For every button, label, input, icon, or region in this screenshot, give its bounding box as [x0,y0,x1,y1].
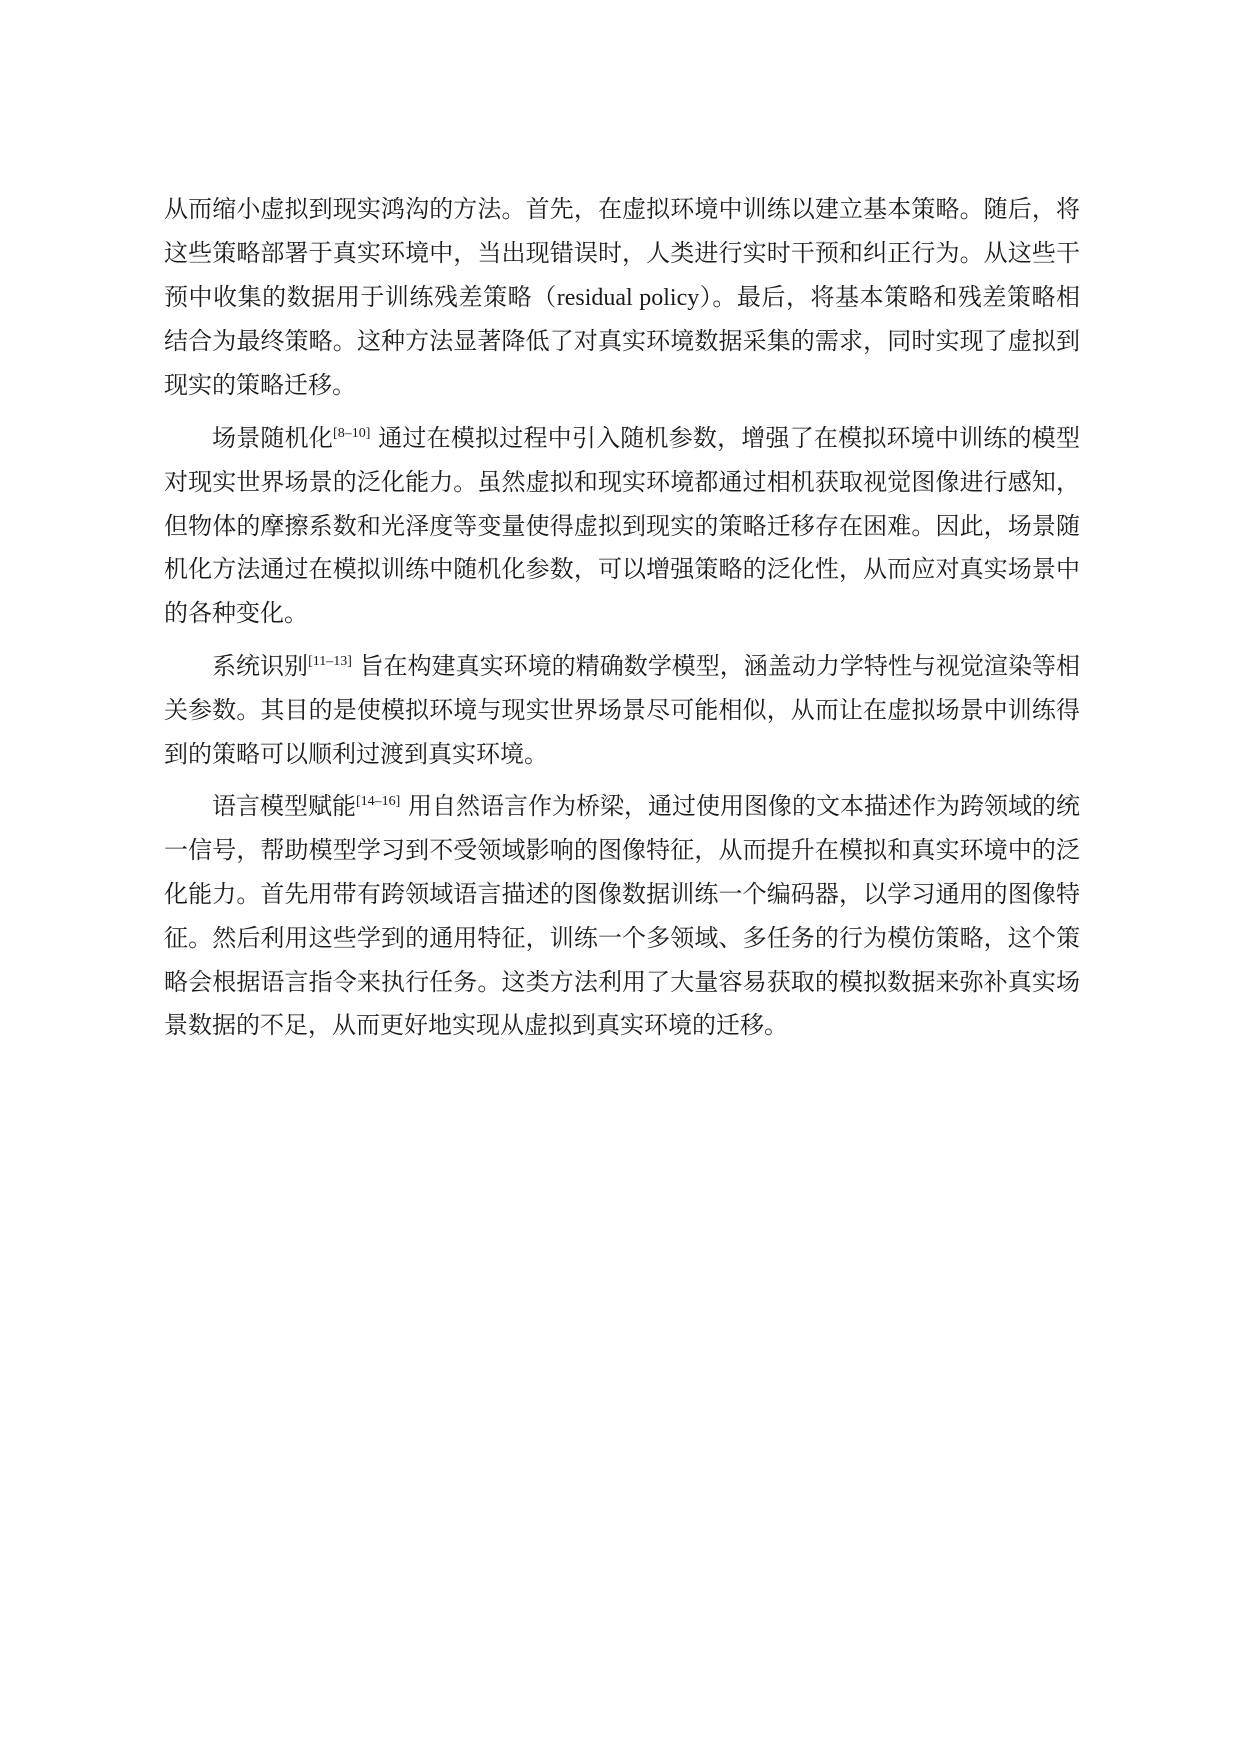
paragraph-system-identification [164,645,1080,776]
body-text [164,188,1080,1057]
paragraph-text: 旨在构建真实环境的精确数学模型，涵盖动力学特性与视觉渲染等相关参数。其目的是使模拟环境与现实世界场景尽可能相似，从而让在虚拟场景中训练得到的策略可以顺利过渡到真实环境。 [164,651,1080,768]
paragraph-domain-randomization [164,417,1080,636]
paragraph-sim2real-human-intervention [164,188,1080,408]
paragraph-lead-term: 语言模型赋能 [212,792,357,821]
paragraph-language-model-empowerment [164,785,1080,1048]
paragraph-lead-term: 系统识别 [212,651,309,680]
paragraph-text: 从而缩小虚拟到现实鸿沟的方法。首先，在虚拟环境中训练以建立基本策略。随后，将这些策略部署于真实环境中，当出现错误时，人类进行实时干预和纠正行为。从这些干预中收集的数据用于训练残差策略（ [164,195,1080,311]
paragraph-text-latin: residual policy [556,284,700,311]
paragraph-lead-term: 场景随机化 [212,423,334,452]
citation-reference: [11–13] [308,653,352,669]
citation-reference: [8–10] [333,425,371,441]
paragraph-text: 通过在模拟过程中引入随机参数，增强了在模拟环境中训练的模型对现实世界场景的泛化能力。虽然虚拟和现实环境都通过相机获取视觉图像进行感知，但物体的摩擦系数和光泽度等变量使得虚拟到现实的策略迁移存在困难。因此，场景随机化方法通过在模拟训练中随机化参数，可以增强策略的泛化性，从而应对真实场景中的各种变化。 [164,423,1080,628]
paragraph-text: ）。最后，将基本策略和残差策略相结合为最终策略。这种方法显著降低了对真实环境数据采集的需求，同时实现了虚拟到现实的策略迁移。 [164,282,1081,400]
citation-reference: [14–16] [356,794,401,810]
paragraph-text: 用自然语言作为桥梁，通过使用图像的文本描述作为跨领域的统一信号，帮助模型学习到不受领域影响的图像特征，从而提升在模拟和真实环境中的泛化能力。首先用带有跨领域语言描述的图像数据训练一个编码器，以学习通用的图像特征。然后利用这些学到的通用特征，训练一个多领域、多任务的行为模仿策略，这个策略会根据语言指令来执行任务。这类方法利用了大量容易获取的模拟数据来弥补真实场景数据的不足，从而更好地实现从虚拟到真实环境的迁移。 [164,792,1080,1040]
